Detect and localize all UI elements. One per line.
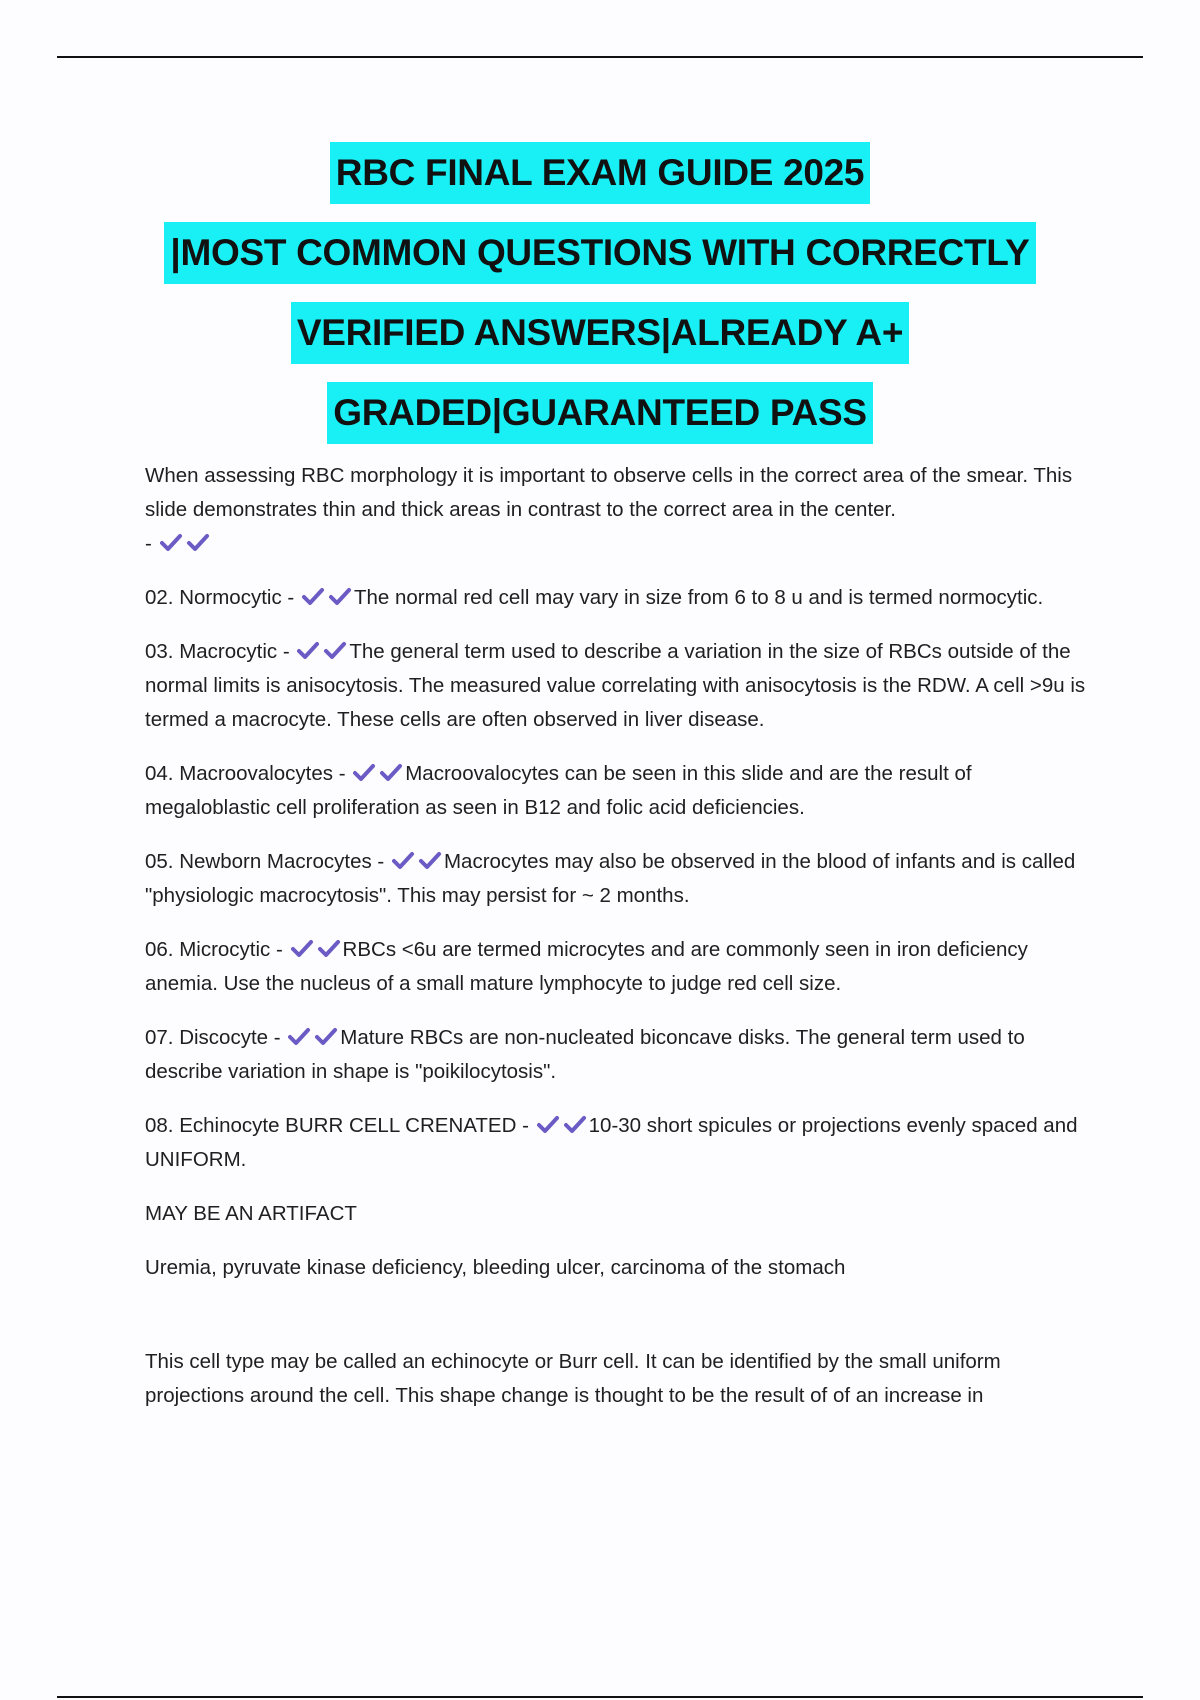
qa-answer: Mature RBCs are non-nucleated biconcave disks. The general term used to describe variation in shape is "poikilocytosis".: [145, 1026, 1025, 1083]
qa-answer: RBCs <6u are termed microcytes and are commonly seen in iron deficiency anemia. Use the nucleus of a small mature lymphocyte to judge red cell size.: [145, 938, 1028, 995]
note-causes: Uremia, pyruvate kinase deficiency, bleeding ulcer, carcinoma of the stomach: [145, 1256, 846, 1279]
title-line-1: RBC FINAL EXAM GUIDE 2025: [330, 142, 870, 204]
qa-answer: The normal red cell may vary in size from 6 to 8 u and is termed normocytic.: [353, 586, 1044, 609]
qa-answer: 10-30 short spicules or projections evenly spaced and UNIFORM.: [145, 1114, 1078, 1171]
qa-answer: Macroovalocytes can be seen in this slide and are the result of megaloblastic cell proliferation as seen in B12 and folic acid deficiencies.: [145, 762, 972, 819]
double-checkmark-icon: [302, 587, 352, 607]
intro-prefix: -: [145, 532, 152, 555]
qa-item: [145, 845, 1090, 913]
qa-term: 08. Echinocyte BURR CELL CRENATED -: [145, 1114, 529, 1137]
qa-item: [145, 1021, 1090, 1089]
double-checkmark-icon: [288, 1027, 338, 1047]
double-checkmark-icon: [291, 939, 341, 959]
note-artifact: MAY BE AN ARTIFACT: [145, 1202, 357, 1225]
qa-term: 05. Newborn Macrocytes -: [145, 850, 385, 873]
bottom-rule: [57, 1696, 1143, 1698]
qa-item: [145, 1109, 1090, 1177]
title-line-4: GRADED|GUARANTEED PASS: [327, 382, 872, 444]
top-rule: [57, 56, 1143, 58]
closing-paragraph: This cell type may be called an echinocyte or Burr cell. It can be identified by the small uniform projections around the cell. This shape change is thought to be the result of of an increase in: [145, 1350, 1001, 1407]
qa-item: [145, 933, 1090, 1001]
double-checkmark-icon: [297, 641, 347, 661]
qa-term: 02. Normocytic -: [145, 586, 295, 609]
double-checkmark-icon: [537, 1115, 587, 1135]
document-body: [145, 459, 1090, 1433]
qa-item: [145, 757, 1090, 825]
intro-text: When assessing RBC morphology it is important to observe cells in the correct area of the smear. This slide demonstrates thin and thick areas in contrast to the correct area in the center.: [145, 464, 1073, 521]
qa-term: 03. Macrocytic -: [145, 640, 290, 663]
qa-answer: Macrocytes may also be observed in the blood of infants and is called "physiologic macrocytosis". This may persist for ~ 2 months.: [145, 850, 1076, 907]
double-checkmark-icon: [160, 533, 210, 553]
qa-item: [145, 635, 1090, 737]
title-line-3: VERIFIED ANSWERS|ALREADY A+: [291, 302, 909, 364]
double-checkmark-icon: [353, 763, 403, 783]
double-checkmark-icon: [392, 851, 442, 871]
qa-term: 04. Macroovalocytes -: [145, 762, 346, 785]
qa-answer: The general term used to describe a variation in the size of RBCs outside of the normal limits is anisocytosis. The measured value correlating with anisocytosis is the RDW. A cell >9u is termed a macrocyte. These cells are often observed in liver disease.: [145, 640, 1086, 731]
page-title: [0, 142, 1200, 462]
title-line-2: |MOST COMMON QUESTIONS WITH CORRECTLY: [164, 222, 1035, 284]
qa-term: 06. Microcytic -: [145, 938, 283, 961]
qa-item: [145, 581, 1090, 615]
qa-term: 07. Discocyte -: [145, 1026, 281, 1049]
intro-paragraph: [145, 459, 1090, 561]
